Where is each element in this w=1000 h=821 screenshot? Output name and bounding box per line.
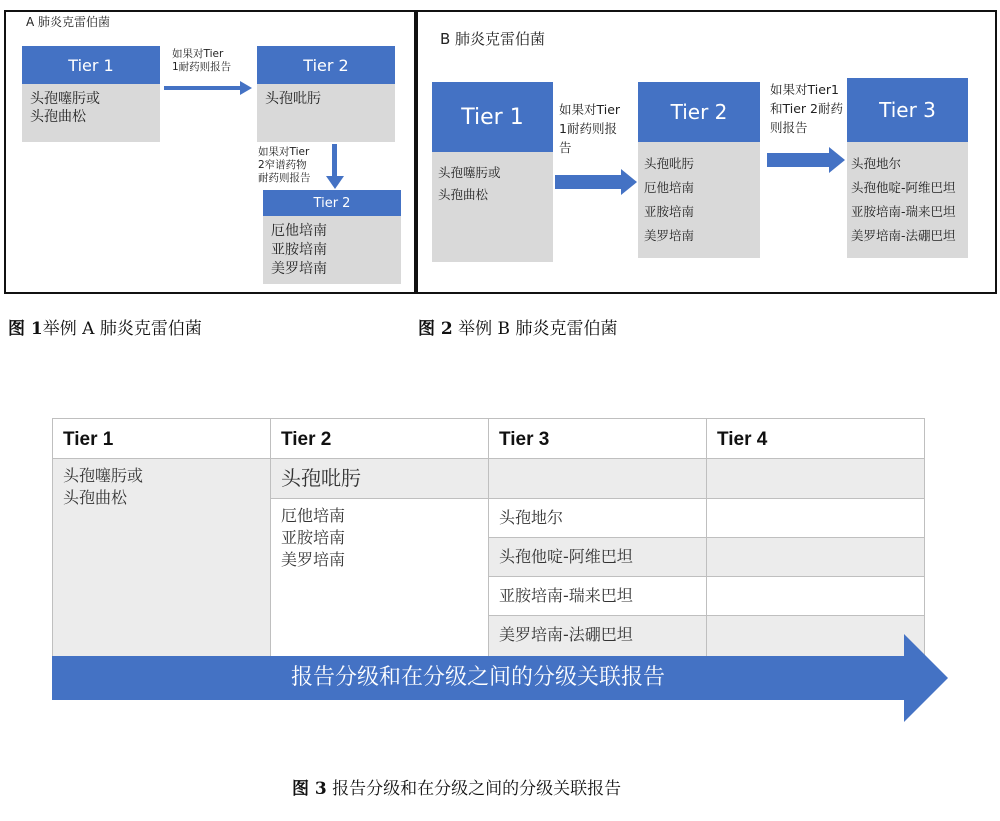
drug-name: 美罗培南 xyxy=(271,261,327,277)
tier-4-empty-cell xyxy=(707,577,925,616)
caption-label: 图 1 xyxy=(8,319,43,339)
drug-name: 亚胺培南-瑞来巴坦 xyxy=(851,204,956,219)
tier-4-empty-cell xyxy=(707,538,925,577)
drug-name: 头孢吡肟 xyxy=(281,466,361,490)
drug-name: 头孢吡肟 xyxy=(265,91,321,107)
figure-3-caption xyxy=(292,774,621,799)
drug-name: 厄他培南 xyxy=(644,180,695,195)
figure-3-arrow-label: 报告分级和在分级之间的分级关联报告 xyxy=(290,665,665,690)
drug-name: 亚胺培南 xyxy=(644,204,695,219)
drug-name: 厄他培南 xyxy=(271,223,327,239)
drug-name: 头孢他啶-阿维巴坦 xyxy=(851,180,956,195)
figure-b-arrow1-note: 如果对Tier 1耐药则报 告 xyxy=(559,102,621,155)
tier-3-cell xyxy=(489,499,707,538)
drug-name: 亚胺培南 xyxy=(281,528,346,547)
figure-a-tier2-box xyxy=(257,84,395,142)
drug-name: 头孢吡肟 xyxy=(644,156,695,171)
figure-a-tier2-header: Tier 2 xyxy=(257,46,395,84)
figure-a-tier2b-box xyxy=(263,216,401,284)
figure-1-caption xyxy=(8,314,202,339)
figure-a-tier1-header: Tier 1 xyxy=(22,46,160,84)
figure-a-header: A 肺炎克雷伯菌 xyxy=(26,15,111,29)
drug-name: 头孢曲松 xyxy=(438,187,489,202)
tier-4-column-header: Tier 4 xyxy=(707,419,925,459)
drug-name: 亚胺培南-瑞来巴坦 xyxy=(499,586,633,605)
figure-b-tier1-header: Tier 1 xyxy=(432,82,553,152)
figure-b-arrow2-note: 如果对Tier1 和Tier 2耐药 则报告 xyxy=(770,82,843,135)
figure-b-arrow2 xyxy=(767,147,847,173)
caption-label: 图 3 xyxy=(292,779,327,799)
drug-name: 美罗培南-法硼巴坦 xyxy=(851,228,956,243)
tier-3-column-header: Tier 3 xyxy=(489,419,707,459)
figure-b-tier3-box xyxy=(847,142,968,258)
drug-name: 头孢曲松 xyxy=(30,109,86,125)
caption-label: 图 2 xyxy=(418,319,453,339)
tier-2-top-cell xyxy=(271,459,489,499)
figure-b-tier2-header: Tier 2 xyxy=(638,82,760,142)
tier-4-empty-cell xyxy=(707,499,925,538)
tier-2-column-header: Tier 2 xyxy=(271,419,489,459)
caption-text: 举例 A 肺炎克雷伯菌 xyxy=(42,319,202,339)
figure-a-tier1-box xyxy=(22,84,160,142)
tier-3-cell xyxy=(489,538,707,577)
figure-b-tier2-box xyxy=(638,142,760,258)
figure-b-tier1-box xyxy=(432,152,553,262)
drug-name: 美罗培南 xyxy=(281,550,346,569)
figure-a-arrow1-note: 如果对Tier 1耐药则报告 xyxy=(172,48,232,73)
figure-a-arrow-right xyxy=(164,80,254,96)
figure-2-caption xyxy=(418,314,617,339)
figure-b-header: B 肺炎克雷伯菌 xyxy=(440,30,546,48)
tier-3-empty-cell xyxy=(489,459,707,499)
drug-name: 头孢地尔 xyxy=(499,508,564,527)
drug-name: 美罗培南-法硼巴坦 xyxy=(499,625,633,644)
drug-name: 头孢他啶-阿维巴坦 xyxy=(499,547,633,566)
drug-name: 头孢噻肟或 xyxy=(63,466,144,485)
drug-name: 亚胺培南 xyxy=(271,242,327,258)
tier-3-cell xyxy=(489,577,707,616)
caption-text: 报告分级和在分级之间的分级关联报告 xyxy=(332,779,622,799)
figure-a-arrow2-note: 如果对Tier 2窄谱药物 耐药则报告 xyxy=(258,146,311,184)
drug-name: 头孢曲松 xyxy=(63,488,128,507)
drug-name: 头孢地尔 xyxy=(851,156,902,171)
figure-b-tier3-header: Tier 3 xyxy=(847,78,968,142)
drug-name: 头孢噻肟或 xyxy=(30,91,100,107)
figure-a-tier2b-header: Tier 2 xyxy=(263,190,401,216)
tier-1-column-header: Tier 1 xyxy=(53,419,271,459)
caption-text: 举例 B 肺炎克雷伯菌 xyxy=(458,319,618,339)
drug-name: 美罗培南 xyxy=(644,228,695,243)
drug-name: 头孢噻肟或 xyxy=(438,165,501,180)
tier-4-empty-cell xyxy=(707,459,925,499)
figure-b-arrow1 xyxy=(555,169,639,195)
drug-name: 厄他培南 xyxy=(281,506,346,525)
figure-a-arrow-down xyxy=(325,144,345,190)
